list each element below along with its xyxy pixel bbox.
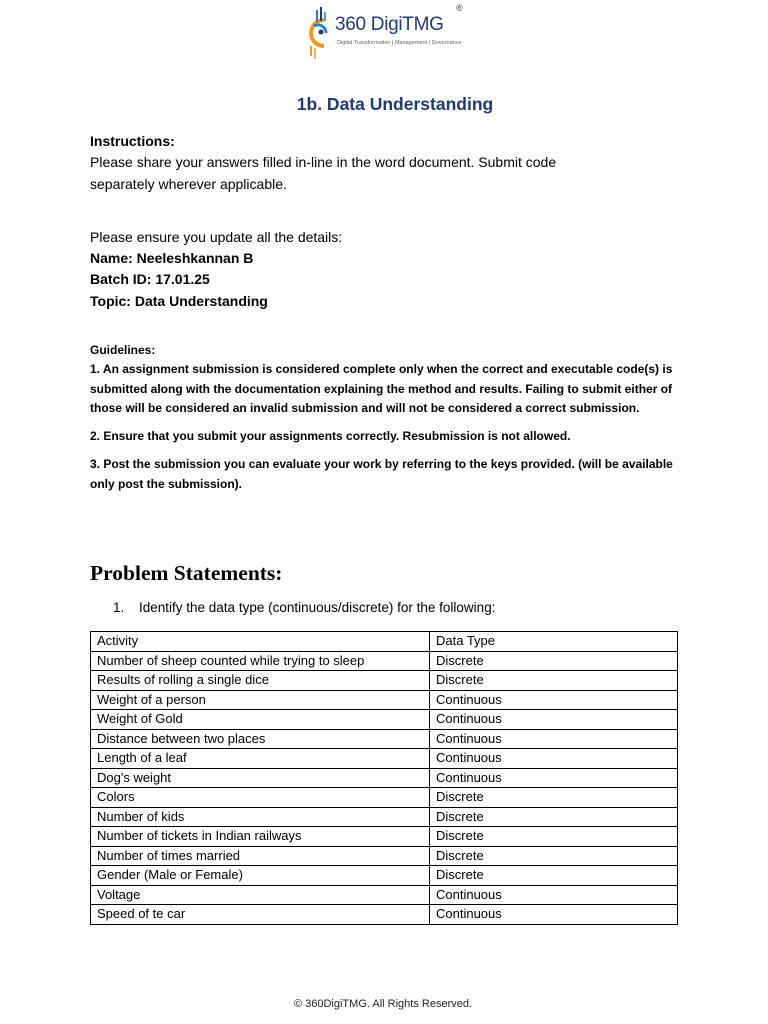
guidelines-section <box>90 341 680 494</box>
guideline-1: 1. An assignment submission is considered complete only when the correct and executable code(s) is submitted along with the documentation explaining the method and results. Failing to submit either of those will be considered an invalid submission and will not be considered a correct submission. <box>90 362 673 415</box>
data-type-cell: Discrete <box>430 827 678 847</box>
activity-cell: Results of rolling a single dice <box>91 671 430 691</box>
activity-cell: Number of times married <box>91 846 430 866</box>
table-header-row <box>91 632 678 652</box>
activity-cell: Gender (Male or Female) <box>91 866 430 886</box>
data-type-cell: Discrete <box>430 671 678 691</box>
batch-id: Batch ID: 17.01.25 <box>90 271 210 287</box>
table-row <box>91 827 678 847</box>
logo-tagline: Digital Transformation | Management | Governance <box>337 40 462 46</box>
activity-cell: Voltage <box>91 885 430 905</box>
activity-cell: Length of a leaf <box>91 749 430 769</box>
table-row <box>91 671 678 691</box>
activity-cell: Weight of Gold <box>91 710 430 730</box>
activity-cell: Weight of a person <box>91 690 430 710</box>
table-header-data-type: Data Type <box>430 632 678 652</box>
topic: Topic: Data Understanding <box>90 293 268 309</box>
question-1-text: Identify the data type (continuous/discrete) for the following: <box>139 600 496 615</box>
data-type-cell: Discrete <box>430 651 678 671</box>
table-row <box>91 807 678 827</box>
activity-cell: Number of tickets in Indian railways <box>91 827 430 847</box>
table-row <box>91 768 678 788</box>
table-row <box>91 749 678 769</box>
instructions-label: Instructions: <box>90 133 175 149</box>
activity-cell: Number of sheep counted while trying to sleep <box>91 651 430 671</box>
activity-cell: Dog's weight <box>91 768 430 788</box>
table-row <box>91 788 678 808</box>
question-1-number: 1. <box>113 600 125 615</box>
document-title: 1b. Data Understanding <box>296 94 494 114</box>
data-type-cell: Discrete <box>430 807 678 827</box>
table-row <box>91 651 678 671</box>
data-type-cell: Continuous <box>430 749 678 769</box>
question-1 <box>113 600 495 615</box>
activity-cell: Distance between two places <box>91 729 430 749</box>
table-row <box>91 866 678 886</box>
data-type-cell: Continuous <box>430 690 678 710</box>
table-row <box>91 885 678 905</box>
logo-mark-icon <box>302 6 332 60</box>
details-prompt: Please ensure you update all the details: <box>90 229 343 245</box>
guideline-3: 3. Post the submission you can evaluate your work by referring to the keys provided. (will be available only post the submission). <box>90 457 673 491</box>
table-row <box>91 905 678 925</box>
table-header-activity: Activity <box>91 632 430 652</box>
table-row <box>91 690 678 710</box>
registered-mark: ® <box>456 3 463 13</box>
table-row <box>91 846 678 866</box>
student-name: Name: Neeleshkannan B <box>90 250 254 266</box>
copyright-footer: © 360DigiTMG. All Rights Reserved. <box>293 998 473 1010</box>
instructions-line-1: Please share your answers filled in-line in the word document. Submit code <box>90 154 557 170</box>
data-type-cell: Continuous <box>430 729 678 749</box>
data-type-cell: Continuous <box>430 885 678 905</box>
guidelines-label: Guidelines: <box>90 343 156 357</box>
company-logo <box>300 4 470 62</box>
data-type-cell: Continuous <box>430 905 678 925</box>
guideline-2: 2. Ensure that you submit your assignments correctly. Resubmission is not allowed. <box>90 429 571 444</box>
activity-cell: Colors <box>91 788 430 808</box>
data-type-cell: Discrete <box>430 866 678 886</box>
data-type-cell: Discrete <box>430 788 678 808</box>
data-type-cell: Discrete <box>430 846 678 866</box>
problem-statements-heading: Problem Statements: <box>90 561 283 585</box>
data-type-cell: Continuous <box>430 768 678 788</box>
logo-wordmark: 360 DigiTMG <box>335 14 444 35</box>
table-row <box>91 729 678 749</box>
activity-cell: Speed of te car <box>91 905 430 925</box>
data-type-cell: Continuous <box>430 710 678 730</box>
instructions-line-2: separately wherever applicable. <box>90 176 287 192</box>
data-type-table <box>90 631 678 925</box>
activity-cell: Number of kids <box>91 807 430 827</box>
table-row <box>91 710 678 730</box>
